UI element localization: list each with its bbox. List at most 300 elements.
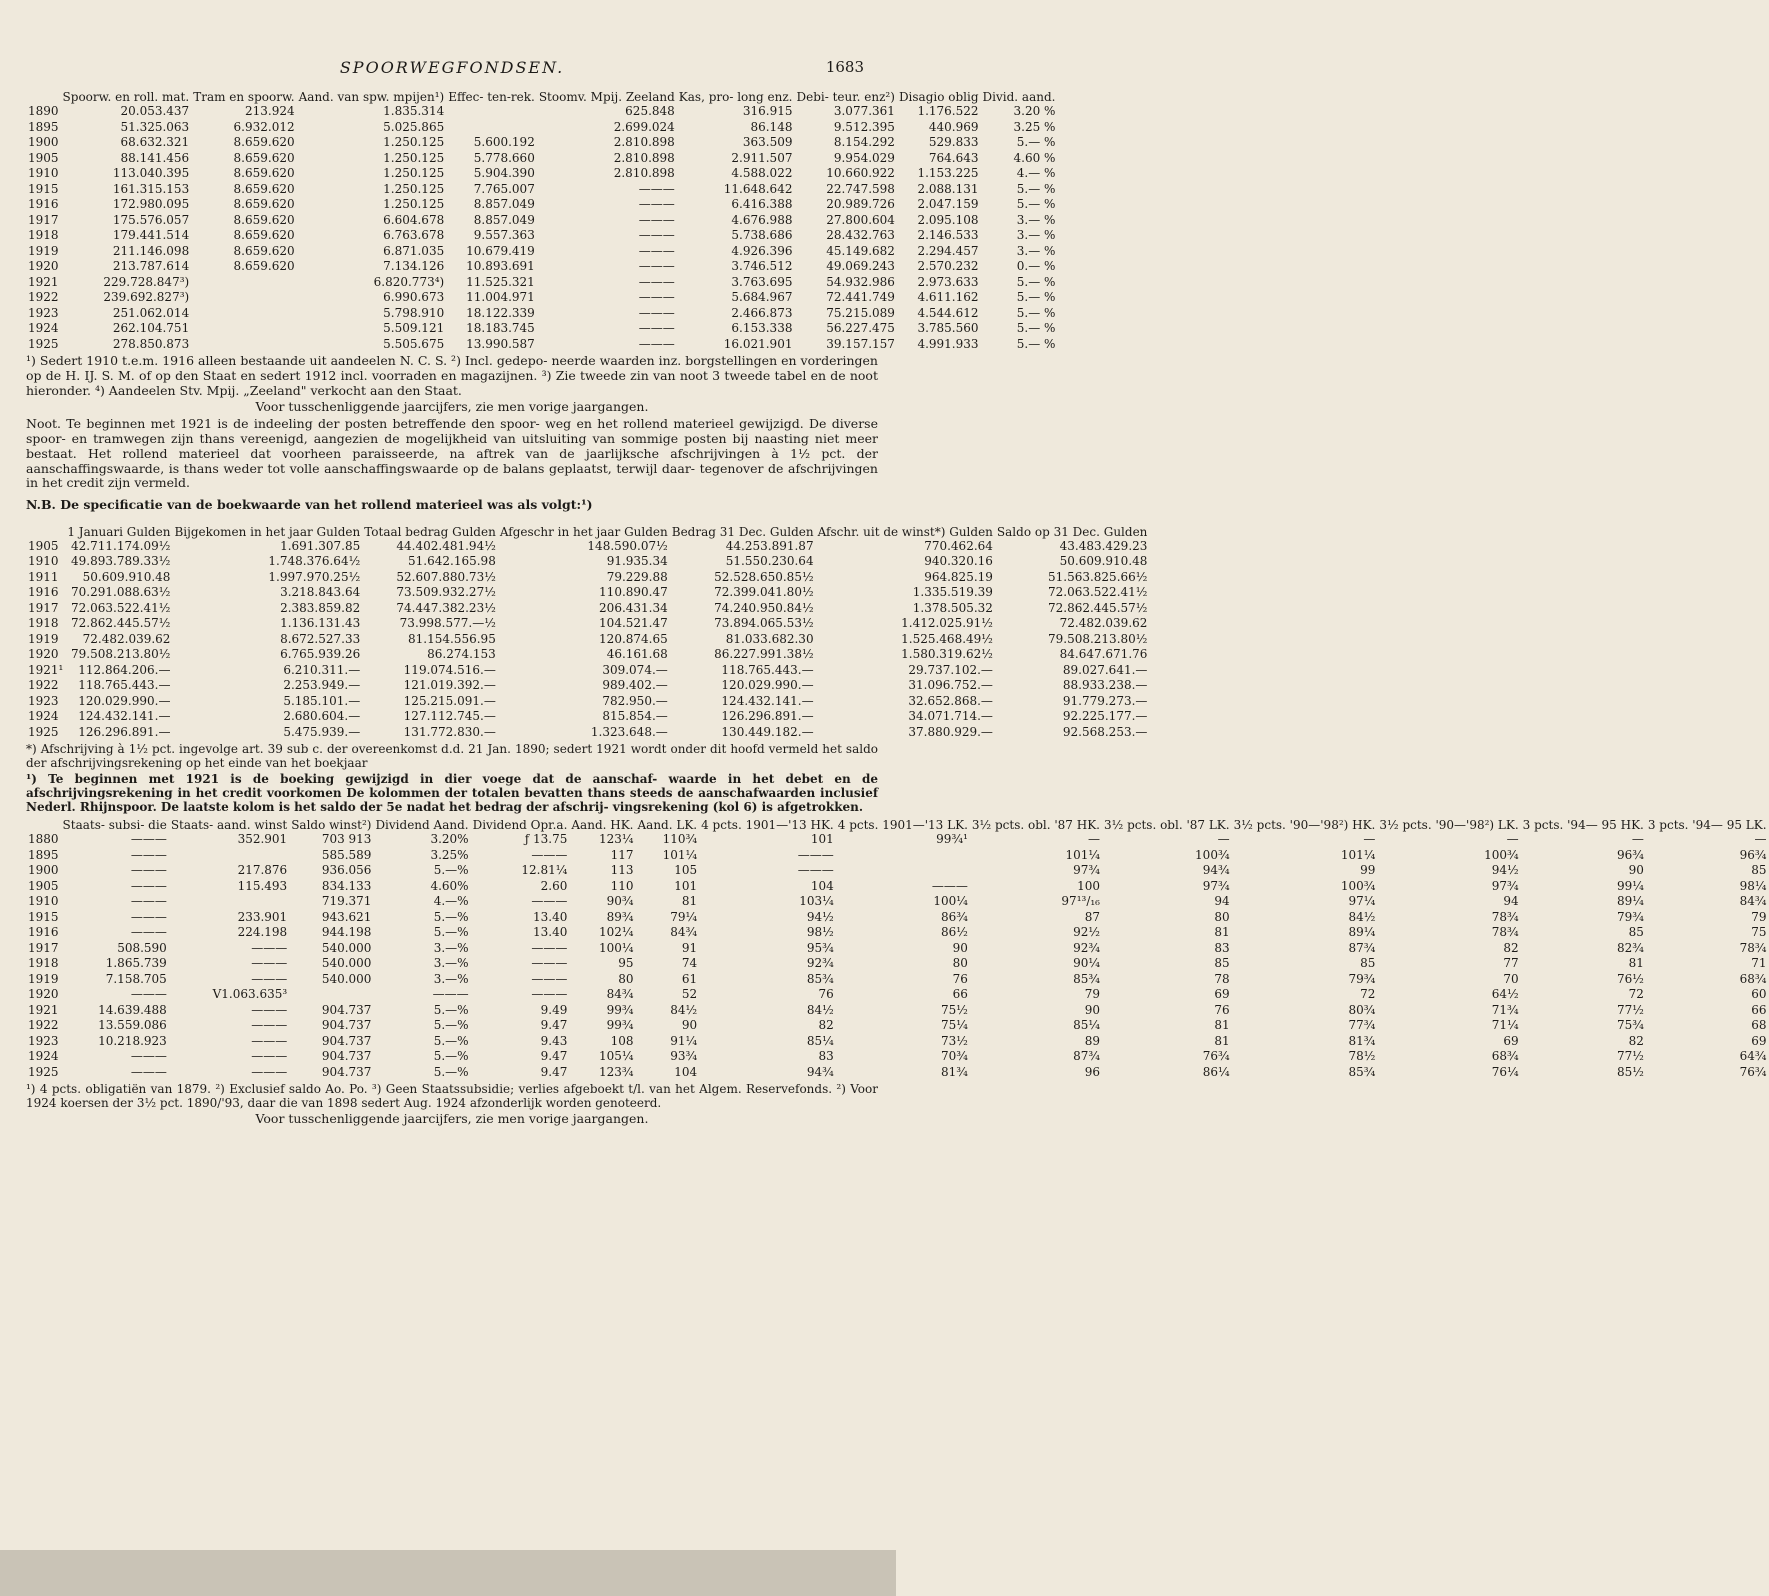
column-header: Aand. HK. — [571, 818, 634, 833]
footnote-table1: ¹) Sedert 1910 t.e.m. 1916 alleen bestaande uit aandeelen N. C. S. ²) Incl. gedepo- neerde waarden inz. borgstellingen en vorderingen op de H. IJ. S. M. of op den Staat en sedert 1912 incl. voorraden en magazijnen. ³) Zie tweede zin van noot 3 tweede tabel en de noot hieronder. ⁴) Aandeelen Stv. Mpij. „Zeeland" verkocht aan den Staat. — [26, 353, 878, 398]
table-cell: 94 — [1214, 894, 1230, 909]
table-cell: 130.449.182.— — [721, 724, 814, 739]
row-year: 1925 — [28, 1064, 59, 1079]
table2-body — [26, 539, 1149, 741]
column-header: Debi- teur. enz²) — [796, 90, 895, 104]
table-cell: 42.711.174.09½ — [71, 538, 171, 553]
table-cell: 44.402.481.94½ — [396, 538, 496, 553]
table-cell: 79¾ — [1348, 971, 1376, 986]
table-cell: 32.652.868.— — [908, 693, 993, 708]
table-cell: 60 — [1751, 987, 1767, 1002]
table-cell: ——— — [638, 228, 675, 242]
table-cell: 11.525.321 — [466, 274, 535, 289]
column-header: Afgeschr in het jaar Gulden — [499, 524, 668, 539]
table-row — [26, 290, 1057, 306]
table-cell: 309.074.— — [602, 662, 668, 677]
table-row — [26, 647, 1149, 663]
table-cell — [191, 337, 296, 353]
table-cell: 124.432.141.— — [721, 693, 814, 708]
column-header: Kas, pro- long enz. — [678, 90, 793, 104]
table-cell: 82 — [1503, 940, 1519, 955]
table-cell — [836, 863, 970, 879]
nb-specificatie: N.B. De specificatie van de boekwaarde van het rollend materieel was als volgt:¹) — [26, 497, 593, 513]
table-cell: 64½ — [1491, 987, 1519, 1002]
table-cell — [191, 290, 296, 306]
table-cell: 2.911.507 — [731, 150, 793, 165]
table-cell: 82 — [1628, 1033, 1644, 1048]
table-cell: 84½ — [1348, 909, 1376, 924]
header-row — [26, 525, 1149, 539]
note-previous-years-2: Voor tusschenliggende jaarcijfers, zie men vorige jaargangen. — [255, 1111, 649, 1127]
table-cell: 6.416.388 — [731, 197, 793, 211]
table-row — [26, 197, 1057, 213]
table-cell: 764.643 — [928, 150, 979, 165]
table-cell: 54.932.986 — [826, 274, 895, 289]
table-cell: 90 — [1628, 863, 1644, 878]
table-cell: 98½ — [806, 925, 834, 940]
table-row — [26, 709, 1149, 725]
table-cell: 76¾ — [1202, 1049, 1230, 1064]
table-cell: 233.901 — [237, 909, 288, 924]
table-cell: ——— — [130, 878, 167, 893]
table-cell: ——— — [531, 971, 568, 986]
table-cell: 540.000 — [321, 956, 372, 971]
table-row — [26, 848, 1769, 864]
table-cell: 69 — [1214, 987, 1230, 1002]
table-cell: 5.— % — [1016, 290, 1056, 304]
table-row — [26, 585, 1149, 601]
table-cell: 91 — [681, 940, 698, 955]
table-cell — [169, 894, 289, 910]
table-cell: 2.810.898 — [613, 166, 675, 180]
table-cell: V1.063.635³ — [212, 987, 288, 1002]
table-cell: 76¾ — [1739, 1064, 1767, 1079]
table-cell: 104.521.47 — [599, 616, 668, 631]
table-cell: 9.47 — [540, 1018, 568, 1033]
table-cell: 85¾ — [1073, 971, 1100, 986]
table-row — [26, 321, 1057, 337]
table-cell: 75¾ — [1616, 1018, 1644, 1033]
table-cell: 90 — [952, 940, 968, 955]
table-cell: ——— — [130, 832, 167, 847]
table-cell: 110 — [610, 878, 634, 893]
table-cell: ——— — [251, 1064, 288, 1079]
table-cell: 7.158.705 — [105, 971, 167, 986]
table-cell: ——— — [638, 290, 675, 304]
table-cell: 3.785.560 — [917, 321, 979, 335]
row-year: 1895 — [28, 119, 59, 134]
table-cell: 96¾ — [1616, 847, 1644, 862]
table-cell: 9.512.395 — [833, 119, 895, 134]
table-row — [26, 894, 1769, 910]
row-year: 1910 — [28, 894, 59, 909]
column-header: Tram en spoorw. — [193, 90, 295, 104]
row-year: 1923 — [28, 1033, 59, 1048]
table-cell: 229.728.847³) — [103, 274, 190, 289]
table-cell: 92¾ — [1073, 940, 1100, 955]
column-header: Divid. aand. — [982, 90, 1056, 104]
table-cell: 7.765.007 — [473, 181, 535, 196]
table-cell: 86.274.153 — [427, 647, 496, 662]
table-cell: 124.432.141.— — [78, 709, 171, 724]
table-cell: 529.833 — [928, 135, 979, 149]
table-cell: 81.033.682.30 — [725, 631, 814, 646]
table-cell: 175.576.057 — [112, 212, 190, 227]
row-year: 1917 — [28, 940, 59, 955]
table-row — [26, 337, 1057, 353]
row-year: 1924 — [28, 709, 59, 724]
table-cell: 1.335.519.39 — [912, 585, 993, 600]
table-cell: 27.800.604 — [826, 212, 895, 227]
table-cell: 93¾ — [670, 1049, 698, 1064]
table-cell: 78 — [1214, 971, 1230, 986]
table-cell: 16.021.901 — [723, 336, 793, 351]
table-row — [26, 275, 1057, 291]
table-cell: 172.980.095 — [112, 197, 190, 211]
table-row — [26, 1003, 1769, 1019]
table-cell: 90 — [681, 1018, 698, 1033]
table-cell: 179.441.514 — [112, 228, 190, 242]
column-header: Bedrag 31 Dec. Gulden — [671, 524, 814, 539]
table-cell: ——— — [251, 1018, 288, 1033]
table-cell: 3.—% — [433, 956, 469, 971]
table-cell: ——— — [130, 847, 167, 862]
table-cell: 5.—% — [433, 1033, 469, 1048]
table-cell: 52 — [681, 987, 698, 1002]
table-cell: 39.157.157 — [826, 336, 895, 351]
table-cell: 4.676.988 — [731, 212, 793, 227]
table-cell: 99¾ — [606, 1018, 634, 1033]
column-header: 3 pcts. '94— 95 HK. — [1522, 818, 1644, 833]
table-cell: 49.069.243 — [826, 259, 895, 273]
table-row — [26, 120, 1057, 136]
table-cell: 95¾ — [806, 940, 834, 955]
table-cell: 31.096.752.— — [908, 678, 993, 693]
row-year: 1920 — [28, 259, 59, 273]
table-cell: 352.901 — [237, 832, 288, 847]
column-header: Staats- aand. winst — [170, 818, 288, 833]
header-row — [26, 90, 1057, 104]
table-rolling-stock — [26, 525, 1149, 741]
table-cell: 70.291.088.63½ — [71, 585, 171, 600]
row-year: 1915 — [28, 181, 59, 196]
table-cell: 18.183.745 — [466, 321, 535, 335]
table-cell: 3.763.695 — [731, 274, 793, 289]
column-header — [26, 90, 61, 104]
table-cell: 224.198 — [237, 925, 288, 940]
table-cell: 4.611.162 — [917, 290, 979, 304]
table-cell: 6.765.939.26 — [280, 647, 361, 662]
table-cell: 29.737.102.— — [908, 662, 993, 677]
table-cell: 5.—% — [433, 863, 469, 878]
column-header: Spoorw. en roll. mat. — [62, 90, 190, 104]
table-cell: 96 — [1084, 1064, 1100, 1079]
table-cell: 112.864.206.— — [78, 662, 171, 677]
table-cell: 1.835.314 — [383, 104, 445, 118]
row-year: 1919 — [28, 971, 59, 986]
row-year: 1921 — [28, 1002, 59, 1017]
table-cell: 85¼ — [1073, 1018, 1100, 1033]
table-cell: 12.81¼ — [521, 863, 568, 878]
column-header: Saldo winst²) — [291, 818, 372, 833]
table-row — [26, 1034, 1769, 1050]
table-cell: 84.647.671.76 — [1059, 647, 1148, 662]
table-cell: 119.074.516.— — [403, 662, 496, 677]
table-cell: 5.798.910 — [383, 305, 445, 320]
table-cell: 8.154.292 — [833, 135, 895, 149]
table1-body — [26, 104, 1057, 352]
table-cell: 94¾ — [806, 1064, 834, 1079]
row-year: 1923 — [28, 693, 59, 708]
table-cell: 76 — [818, 987, 834, 1002]
table-cell: 72.482.039.62 — [82, 631, 171, 646]
table-cell: 944.198 — [321, 925, 372, 940]
table-cell: ——— — [638, 259, 675, 273]
table-cell: 95 — [618, 956, 634, 971]
table-cell: 5.— % — [1016, 305, 1056, 320]
table-cell: 72.063.522.41½ — [1047, 585, 1148, 600]
table-cell: 989.402.— — [602, 678, 668, 693]
table-cell: 4.544.612 — [917, 305, 979, 320]
table-cell: 5.—% — [433, 1018, 469, 1033]
table-cell: 100 — [1077, 878, 1100, 893]
table-cell: 68.632.321 — [120, 135, 190, 149]
table-cell: — — [1087, 832, 1100, 847]
table-cell: 239.692.827³) — [103, 290, 190, 304]
table-row — [26, 135, 1057, 151]
table-cell: 6.820.773⁴) — [373, 274, 445, 289]
table-cell: 89¾ — [606, 909, 634, 924]
table-row — [26, 259, 1057, 275]
table-cell: 9.557.363 — [473, 228, 535, 242]
column-header: Disagio oblig — [898, 90, 979, 104]
table-cell: 85½ — [1616, 1064, 1644, 1079]
table-cell: 91.779.273.— — [1062, 693, 1148, 708]
table-cell: 52.607.880.73½ — [396, 569, 496, 584]
table-cell: 3.25 % — [1013, 119, 1056, 134]
table-cell: 79 — [1751, 909, 1767, 924]
table-cell: 782.950.— — [602, 693, 668, 708]
row-year: 1922 — [28, 678, 59, 693]
column-header: Dividend Aand. — [375, 818, 469, 833]
table-cell: 46.161.68 — [606, 647, 668, 662]
table-cell: 123¼ — [598, 832, 634, 847]
table-cell: 76½ — [1616, 971, 1644, 986]
row-year: 1905 — [28, 150, 59, 165]
table-cell: 84¾ — [670, 925, 698, 940]
table-cell: 66 — [952, 987, 968, 1002]
table-cell: ——— — [130, 909, 167, 924]
table-cell: 50.609.910.48 — [1059, 554, 1148, 569]
table-cell: 79 — [1084, 987, 1100, 1002]
table-cell: 4.60% — [430, 878, 469, 893]
table-cell: 1.525.468.49½ — [901, 631, 993, 646]
table-cell: 5.— % — [1016, 181, 1056, 196]
table-cell: 118.765.443.— — [78, 678, 171, 693]
table-cell: 2.466.873 — [731, 305, 793, 320]
table-cell: 0.— % — [1016, 259, 1056, 273]
table-cell: 100¾ — [1195, 847, 1230, 862]
table-cell: 61 — [681, 971, 698, 986]
table-cell: 85 — [1360, 956, 1376, 971]
table-cell: 540.000 — [321, 940, 372, 955]
table-cell: ƒ 13.75 — [524, 832, 568, 847]
table-cell: 77½ — [1616, 1002, 1644, 1017]
table-cell: 9.47 — [540, 1064, 568, 1079]
table-cell: 101¼ — [1065, 847, 1100, 862]
table-cell: 9.47 — [540, 1049, 568, 1064]
table-cell: 76¼ — [1491, 1064, 1519, 1079]
table-cell: 2.680.604.— — [283, 709, 361, 724]
table-cell: 79.508.213.80½ — [1047, 631, 1148, 646]
table-cell: ——— — [797, 847, 834, 862]
table3-body — [26, 832, 1769, 1080]
table-cell: 5.025.865 — [383, 119, 445, 134]
table-cell: 8.659.620 — [233, 135, 295, 149]
table-cell: 51.563.825.66½ — [1047, 569, 1148, 584]
table-row — [26, 1049, 1769, 1065]
table-cell: 904.737 — [321, 1018, 372, 1033]
table-cell: 508.590 — [117, 940, 167, 955]
table-cell: 81.154.556.95 — [408, 631, 496, 646]
table-row — [26, 663, 1149, 679]
table-cell: ——— — [638, 243, 675, 258]
table-row — [26, 151, 1057, 167]
column-header — [26, 818, 61, 832]
footnote-table3: ¹) 4 pcts. obligatiën van 1879. ²) Exclusief saldo Ao. Po. ³) Geen Staatssubsidie; verlies afgeboekt t/l. van het Algem. Reservefonds. ²) Voor 1924 koersen der 3½ pct. 1890/'93, daar die van 1898 sedert Aug. 1924 afzonderlijk worden genoteerd. — [26, 1082, 878, 1111]
table-cell: 91¼ — [670, 1033, 698, 1048]
table-cell: ——— — [638, 336, 675, 351]
table-cell: 84¾ — [606, 987, 634, 1002]
table-cell: 126.296.891.— — [78, 724, 171, 739]
table-cell: 115.493 — [237, 878, 288, 893]
table-cell: ——— — [531, 956, 568, 971]
table-cell: 85¼ — [806, 1033, 834, 1048]
table-row — [26, 941, 1769, 957]
table-cell: 90 — [1084, 1002, 1100, 1017]
row-year: 1918 — [28, 616, 59, 631]
table-cell: 71 — [1751, 956, 1767, 971]
table-cell: ——— — [638, 197, 675, 211]
table-cell: 43.483.429.23 — [1059, 538, 1148, 553]
row-year: 1917 — [28, 600, 59, 615]
table-cell: 45.149.682 — [826, 243, 895, 258]
table-row — [26, 1065, 1769, 1081]
table-cell: — — [1631, 832, 1644, 847]
table-cell: 120.874.65 — [599, 631, 668, 646]
table-cell: 2.973.633 — [917, 274, 979, 289]
table-cell: 87 — [1084, 909, 1100, 924]
table-cell: ——— — [130, 987, 167, 1002]
table-cell: 904.737 — [321, 1064, 372, 1079]
table-cell: 105 — [674, 863, 698, 878]
column-header: 4 pcts. 1901—'13 HK. — [701, 818, 834, 833]
table-row — [26, 1018, 1769, 1034]
table-cell: 3.—% — [433, 940, 469, 955]
table-cell: 74.447.382.23½ — [396, 600, 496, 615]
table-cell: 127.112.745.— — [403, 709, 496, 724]
table-cell: 52.528.650.85½ — [714, 569, 814, 584]
row-year: 1915 — [28, 909, 59, 924]
column-header: Staats- subsi- die — [62, 818, 167, 833]
table-cell: 104 — [674, 1064, 698, 1079]
table-cell: 97¾ — [1491, 878, 1519, 893]
table-cell: 89¼ — [1616, 894, 1644, 909]
table-row — [26, 306, 1057, 322]
column-header: 4 pcts. 1901—'13 LK. — [837, 818, 968, 833]
table-cell: 73.509.932.27½ — [396, 585, 496, 600]
table-cell: 82¾ — [1616, 940, 1644, 955]
table-cell: 56.227.475 — [826, 321, 895, 335]
table-cell: 1.153.225 — [917, 166, 979, 180]
table-cell: 108 — [610, 1033, 634, 1048]
table-cell: 81 — [681, 894, 698, 909]
table-row — [26, 925, 1769, 941]
table-cell: 5.509.121 — [383, 321, 445, 335]
table-cell: 83 — [1214, 940, 1230, 955]
table-cell: 73.894.065.53½ — [714, 616, 814, 631]
table-cell: 6.932.012 — [233, 119, 295, 134]
table-cell: 5.— % — [1016, 336, 1056, 351]
table-cell: 79.508.213.80½ — [71, 647, 171, 662]
table-cell: 71¼ — [1491, 1018, 1519, 1033]
table-cell: 5.— % — [1016, 197, 1056, 211]
table-cell: 86.148 — [750, 119, 793, 134]
table-cell: 85¾ — [1348, 1064, 1376, 1079]
table-cell: 101¼ — [1340, 847, 1376, 862]
table-cell: 13.40 — [533, 925, 568, 940]
table-cell: 85 — [1751, 863, 1767, 878]
table-cell: 121.019.392.— — [403, 678, 496, 693]
table-cell: 2.146.533 — [917, 228, 979, 242]
row-year: 1895 — [28, 847, 59, 862]
table-cell: 2.699.024 — [613, 119, 675, 134]
table-cell: 8.659.620 — [233, 259, 295, 273]
table-cell: 113.040.395 — [112, 166, 190, 180]
row-year: 1921¹ — [28, 662, 64, 677]
table-row — [26, 632, 1149, 648]
table-cell: ——— — [130, 925, 167, 940]
table-cell: 75.215.089 — [826, 305, 895, 320]
table-cell: ——— — [251, 1033, 288, 1048]
table-cell: 72.862.445.57½ — [1047, 600, 1148, 615]
table-cell: ——— — [251, 1002, 288, 1017]
table-cell: 84¾ — [1739, 894, 1767, 909]
table-cell: 75½ — [940, 1002, 968, 1017]
table-row — [26, 879, 1769, 895]
row-year: 1900 — [28, 863, 59, 878]
table-cell: 1.580.319.62½ — [901, 647, 993, 662]
table-cell: 99 — [1360, 863, 1376, 878]
table-cell: 440.969 — [928, 119, 979, 134]
table-cell: 49.893.789.33½ — [71, 554, 171, 569]
row-year: 1919 — [28, 243, 59, 258]
table-cell: 217.876 — [237, 863, 288, 878]
table-cell: 2.294.457 — [917, 243, 979, 258]
table-cell — [836, 848, 970, 864]
table-row — [26, 987, 1769, 1003]
page-header — [26, 58, 878, 88]
table-cell: 770.462.64 — [924, 538, 993, 553]
table-cell: 100¾ — [1484, 847, 1519, 862]
row-year: 1924 — [28, 1049, 59, 1064]
table-cell: 5.684.967 — [731, 290, 793, 304]
table-cell: 96¾ — [1739, 847, 1767, 862]
table-cell: 2.253.949.— — [283, 678, 361, 693]
table-cell: 20.053.437 — [120, 104, 190, 118]
table-cell: 72.063.522.41½ — [71, 600, 171, 615]
table-cell: 92¾ — [806, 956, 834, 971]
